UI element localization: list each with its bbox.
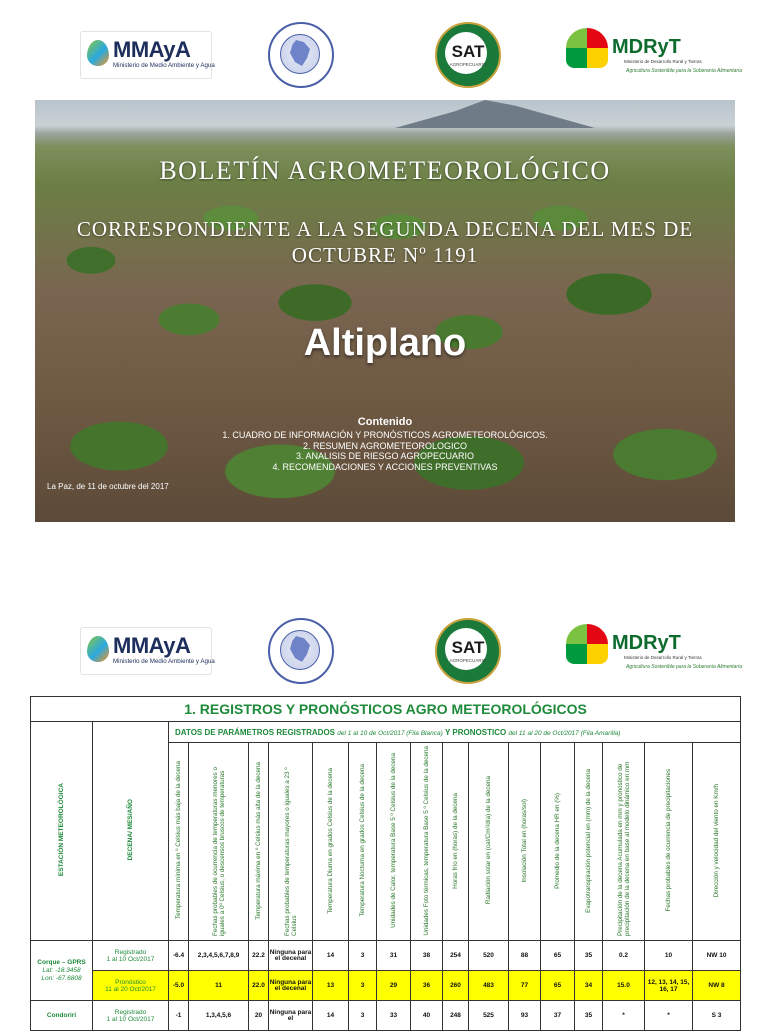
table-subtitle: DATOS DE PARÁMETROS REGISTRADOS del 1 al 10 de Oct/2017 (Fila Blanca) Y PRONOSTICO del 11 al 20 de Oct/2017 (Fila Amarilla): [169, 722, 741, 743]
bulletin-title: BOLETÍN AGROMETEOROLÓGICO: [159, 156, 611, 185]
table-cell: 14: [313, 1001, 349, 1031]
column-header: Fechas probables de ocurrencia de temperaturas menores o iguales a 0º Celsius, o descensos bruscos de temperaturas: [189, 743, 249, 941]
column-header: Fechas probables de temperaturas mayores o iguales a 23 º Celsius: [269, 743, 313, 941]
table-cell: 3: [349, 1001, 377, 1031]
table-cell: 37: [541, 1001, 575, 1031]
table-cell: 1,3,4,5,6: [189, 1001, 249, 1031]
contents-heading: Contenido: [357, 416, 413, 428]
table-cell: 2,3,4,5,6,7,8,9: [189, 941, 249, 971]
mdryt-logo: [564, 622, 742, 676]
table-cell: NW 8: [693, 971, 741, 1001]
table-cell: 40: [411, 1001, 443, 1031]
table-cell: 0.2: [603, 941, 645, 971]
logo-bar-top: [0, 0, 768, 80]
table-cell: 29: [377, 971, 411, 1001]
table-cell: 22.0: [249, 971, 269, 1001]
mmaya-logo-name: MMAyA: [113, 633, 191, 658]
column-header: Fechas probables de ocurrencia de precipitaciones: [645, 743, 693, 941]
decena-cell: Registrado 1 al 10 Oct/2017: [93, 1001, 169, 1031]
decena-cell: Pronóstico 11 al 20 Oct/2017: [93, 971, 169, 1001]
table-cell: S 3: [693, 1001, 741, 1031]
table-cell: Ninguna para el decenal: [269, 941, 313, 971]
table-cell: 3: [349, 941, 377, 971]
table-cell: 88: [509, 941, 541, 971]
table-cell: 483: [469, 971, 509, 1001]
table-cell: 254: [443, 941, 469, 971]
table-cell: 65: [541, 971, 575, 1001]
sat-logo-subtitle: AGROPECUARIO: [449, 658, 487, 663]
table-cell: 10: [645, 941, 693, 971]
sat-logo: [435, 22, 501, 88]
mountain-shape: [395, 100, 595, 128]
sat-logo-subtitle: AGROPECUARIO: [449, 62, 487, 67]
mdryt-logo-tagline: Agricultura Sostenible para la Soberanía Alimentaria: [626, 68, 742, 74]
national-meteorology-seal-icon: [268, 618, 334, 684]
mdryt-emblem-icon: [566, 28, 608, 68]
column-header: Temperatura máxima en º Celsius más alta de la decena: [249, 743, 269, 941]
sat-logo-name: SAT: [451, 638, 485, 657]
contents-item: 2. RESUMEN AGROMETEOROLOGICO: [302, 440, 468, 451]
column-header: Radiación solar en (cal/Cm²/día) de la decena: [469, 743, 509, 941]
table-cell: 31: [377, 941, 411, 971]
column-header: Evapotranspiración potencial en (mm) de la decena: [575, 743, 603, 941]
sat-logo-name: SAT: [451, 42, 485, 61]
table-cell: 93: [509, 1001, 541, 1031]
table-row: [31, 1001, 741, 1031]
logo-bar-second: [0, 596, 768, 676]
column-header: Insolación Total en (horas/sol): [509, 743, 541, 941]
mdryt-emblem-icon: [566, 624, 608, 664]
column-header: Precipitación de la decena Acumulada en mm y pronóstico de precipitación de la decena en base al modelo dinámico en mm: [603, 743, 645, 941]
table-title: 1. REGISTROS Y PRONÓSTICOS AGRO METEOROLÓGICOS: [31, 697, 741, 722]
table-cell: 14: [313, 941, 349, 971]
mdryt-logo-subtitle: Ministerio de Desarrollo Rural y Tierras: [624, 655, 702, 660]
mdryt-logo-tagline: Agricultura Sostenible para la Soberanía Alimentaria: [626, 664, 742, 670]
decena-cell: Registrado 1 al 10 Oct/2017: [93, 941, 169, 971]
table-row-forecast: [31, 971, 741, 1001]
table-cell: 3: [349, 971, 377, 1001]
publication-date: La Paz, de 11 de octubre del 2017: [47, 482, 169, 491]
table-cell: 248: [443, 1001, 469, 1031]
column-header: Unidades Foto térmicas, temperatura Base 5 º Celsius de la decena: [411, 743, 443, 941]
table-cell: Ninguna para el decenal: [269, 971, 313, 1001]
table-cell: 65: [541, 941, 575, 971]
contents-item: 3. ANALISIS DE RIESGO AGROPECUARIO: [295, 451, 475, 461]
water-drop-icon: [87, 40, 109, 66]
table-cell: NW 10: [693, 941, 741, 971]
mdryt-logo-name: MDRyT: [612, 632, 681, 654]
column-header: Promedio de la decena HR en (%): [541, 743, 575, 941]
table-cell: -5.0: [169, 971, 189, 1001]
table-cell: 34: [575, 971, 603, 1001]
station-cell: Condoriri: [31, 1001, 93, 1031]
table-cell: *: [603, 1001, 645, 1031]
region-title: Altiplano: [303, 322, 467, 364]
station-column-header: ESTACIÓN METEOROLÓGICA: [31, 722, 93, 941]
table-cell: 20: [249, 1001, 269, 1031]
table-cell: -1: [169, 1001, 189, 1031]
table-cell: 13: [313, 971, 349, 1001]
sat-logo: [435, 618, 501, 684]
bulletin-subtitle: CORRESPONDIENTE A LA SEGUNDA DECENA DEL MES DE OCTUBRE Nº 1191: [76, 217, 694, 267]
table-row: [31, 941, 741, 971]
table-cell: Ninguna para el: [269, 1001, 313, 1031]
column-header: Temperatura mínima en º Celsius más baja de la decena: [169, 743, 189, 941]
table-cell: 12, 13, 14, 15, 16, 17: [645, 971, 693, 1001]
station-cell: Corque – GPRS Lat: -18.3458 Lon: -67.6808: [31, 941, 93, 1001]
contents-item: 1. CUADRO DE INFORMACIÓN Y PRONÓSTICOS AGROMETEOROLÓGICOS.: [222, 430, 548, 440]
column-header: Horas frío en (horas) de la decena: [443, 743, 469, 941]
table-cell: 520: [469, 941, 509, 971]
table-cell: 15.0: [603, 971, 645, 1001]
mmaya-logo-subtitle: Ministerio de Medio Ambiente y Agua: [113, 62, 215, 69]
column-header: Unidades de Calor, temperatura Base 5 º Celsius de la decena: [377, 743, 411, 941]
mdryt-logo-subtitle: Ministerio de Desarrollo Rural y Tierras: [624, 59, 702, 64]
column-header: Dirección y velocidad del viento en Km/h: [693, 743, 741, 941]
national-meteorology-seal-icon: [268, 22, 334, 88]
contents-list: [35, 430, 735, 472]
column-header: Temperatura Diurna en grados Celsius de la decena: [313, 743, 349, 941]
mdryt-logo: [564, 26, 742, 80]
table-cell: 11: [189, 971, 249, 1001]
column-header: Temperatura Nocturna en grados Celsius de la decena: [349, 743, 377, 941]
table-cell: 260: [443, 971, 469, 1001]
table-cell: 525: [469, 1001, 509, 1031]
cover-image: [35, 100, 735, 522]
table-cell: 36: [411, 971, 443, 1001]
mmaya-logo: [80, 627, 215, 675]
table-cell: 22.2: [249, 941, 269, 971]
contents-item: 4. RECOMENDACIONES Y ACCIONES PREVENTIVAS: [272, 461, 498, 472]
table-cell: 77: [509, 971, 541, 1001]
table-cell: 38: [411, 941, 443, 971]
mmaya-logo-name: MMAyA: [113, 37, 191, 62]
mdryt-logo-name: MDRyT: [612, 36, 681, 58]
table-cell: 33: [377, 1001, 411, 1031]
agro-meteorological-table: [30, 696, 741, 1031]
table-cell: 35: [575, 1001, 603, 1031]
table-cell: *: [645, 1001, 693, 1031]
water-drop-icon: [87, 636, 109, 662]
mmaya-logo-subtitle: Ministerio de Medio Ambiente y Agua: [113, 658, 215, 665]
table-cell: 35: [575, 941, 603, 971]
mmaya-logo: [80, 31, 215, 79]
table-cell: -6.4: [169, 941, 189, 971]
decena-column-header: DECENA/ MES/AÑO: [93, 722, 169, 941]
